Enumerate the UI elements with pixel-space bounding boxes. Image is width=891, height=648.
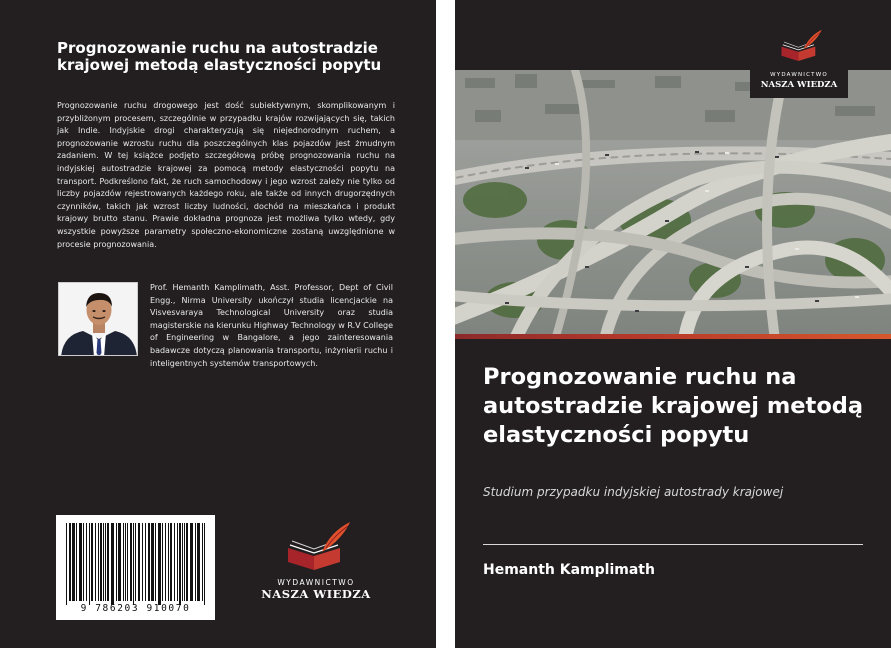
barcode-bar: [135, 523, 136, 601]
front-cover-author: Hemanth Kamplimath: [483, 562, 655, 578]
barcode-bar: [138, 523, 140, 601]
barcode-bar: [83, 523, 84, 601]
barcode-bar: [100, 523, 102, 601]
barcode-bar: [148, 523, 150, 601]
barcode-bar: [123, 523, 124, 601]
barcode-bar: [165, 523, 166, 601]
barcode-bar: [182, 523, 183, 601]
front-cover-subtitle: Studium przypadku indyjskiej autostrady krajowej: [483, 485, 784, 499]
barcode-bar: [116, 523, 117, 601]
barcode-bar: [98, 523, 99, 601]
back-cover: [0, 0, 436, 648]
front-cover: [455, 0, 891, 648]
barcode-bar: [197, 523, 200, 601]
barcode-bar: [168, 523, 169, 601]
barcode-bar: [76, 523, 77, 601]
barcode-bar: [103, 523, 104, 601]
barcode-bar: [162, 523, 163, 601]
barcode-bar: [107, 523, 109, 601]
cover-photo: [455, 70, 891, 334]
book-with-quill-icon: [775, 24, 827, 68]
barcode-bar: [202, 523, 203, 601]
author-photo: [58, 282, 138, 356]
barcode-bar: [195, 523, 196, 601]
barcode-bar: [118, 523, 121, 601]
front-cover-divider: [483, 544, 863, 545]
publisher-name-line2-front: NASZA WIEDZA: [760, 80, 838, 90]
barcode-bar: [190, 523, 193, 601]
back-cover-blurb: Prognozowanie ruchu drogowego jest dość subiektywnym, skomplikowanym i przybliżonym procesem, szczególnie w przypadku krajów rozwijających się, takich jak Indie. Indyjskie drogi charakteryzują się niejednorodnym ruchem, a prognozowanie wzrostu ruchu dla poszczególnych klas pojazdów jest żmudnym zadaniem. W tej książce podjęto szczegółową próbę prognozowania ruchu na indyjskiej autostradzie krajowej za pomocą metody elastyczności popytu na transport. Podkreślono fakt, że ruch samochodowy i jego wzrost zależy nie tylko od liczby pojazdów rejestrowanych każdego roku, ale także od innych drugorzędnych czynników, takich jak wzrost liczby ludności, dochód na mieszkańca i produkt krajowy brutto stanu. Prawie dokładna prognoza jest możliwa tylko wtedy, gdy wszystkie powyższe parametry społeczno-ekonomiczne zostaną uwzględnione w procesie prognozowania.: [57, 101, 395, 249]
barcode-bar: [72, 523, 75, 601]
barcode-bar: [69, 523, 71, 601]
barcode-bar: [89, 523, 90, 605]
barcode-bar: [155, 523, 156, 601]
author-bio: Prof. Hemanth Kamplimath, Asst. Professor, Dept of Civil Engg., Nirma University ukończył studia licencjackie na Visvesvaraya Technological University oraz studia magisterskie na kierunku Highway Technology w R.V College of Engineering w Bangalore, a jego zainteresowania badawcze dotyczą planowania transportu, inżynierii ruchu i inteligentnych systemów transportowych.: [150, 283, 393, 368]
barcode-bar: [125, 523, 126, 601]
portrait-photo-icon: [59, 283, 138, 356]
back-cover-title: Prognozowanie ruchu na autostradzie krajowej metodą elastyczności popytu: [57, 39, 382, 74]
barcode-bar: [204, 523, 205, 605]
barcode-bar: [142, 523, 143, 601]
barcode-bar: [111, 523, 114, 605]
publisher-name-line1-back: WYDAWNICTWO: [277, 578, 355, 587]
barcode-bar: [179, 523, 181, 605]
accent-stripe: [455, 334, 891, 339]
barcode-bar: [158, 523, 161, 605]
barcode-bar: [184, 523, 185, 601]
barcode-bar: [170, 523, 172, 601]
spine-gap: [436, 0, 455, 648]
barcode-bar: [79, 523, 82, 601]
barcode-bar: [95, 523, 96, 601]
barcode-bar: [91, 523, 93, 601]
barcode-bar: [130, 523, 132, 601]
front-cover-title: Prognozowanie ruchu na autostradzie krajowej metodą elastyczności popytu: [483, 364, 864, 448]
publisher-name-line1-front: WYDAWNICTWO: [770, 72, 828, 78]
barcode-bar: [86, 523, 87, 601]
isbn-barcode: [56, 515, 215, 620]
barcode-bar: [127, 523, 128, 601]
barcode-bar: [133, 523, 134, 605]
barcode-bar: [105, 523, 106, 601]
book-with-quill-icon: [278, 518, 358, 576]
barcode-bar: [186, 523, 188, 601]
publisher-logo-front: [775, 24, 827, 68]
publisher-logo-front-box: [750, 18, 848, 98]
publisher-name-line2-back: NASZA WIEDZA: [261, 587, 371, 601]
barcode-bar: [174, 523, 175, 601]
barcode-bar: [177, 523, 178, 601]
highway-interchange-photo-icon: [455, 70, 891, 334]
barcode-bar: [151, 523, 154, 601]
barcode-bar: [66, 523, 67, 605]
isbn-number: 9 786203 910070: [80, 603, 191, 614]
publisher-logo-back: [278, 518, 358, 576]
barcode-bar: [145, 523, 146, 601]
